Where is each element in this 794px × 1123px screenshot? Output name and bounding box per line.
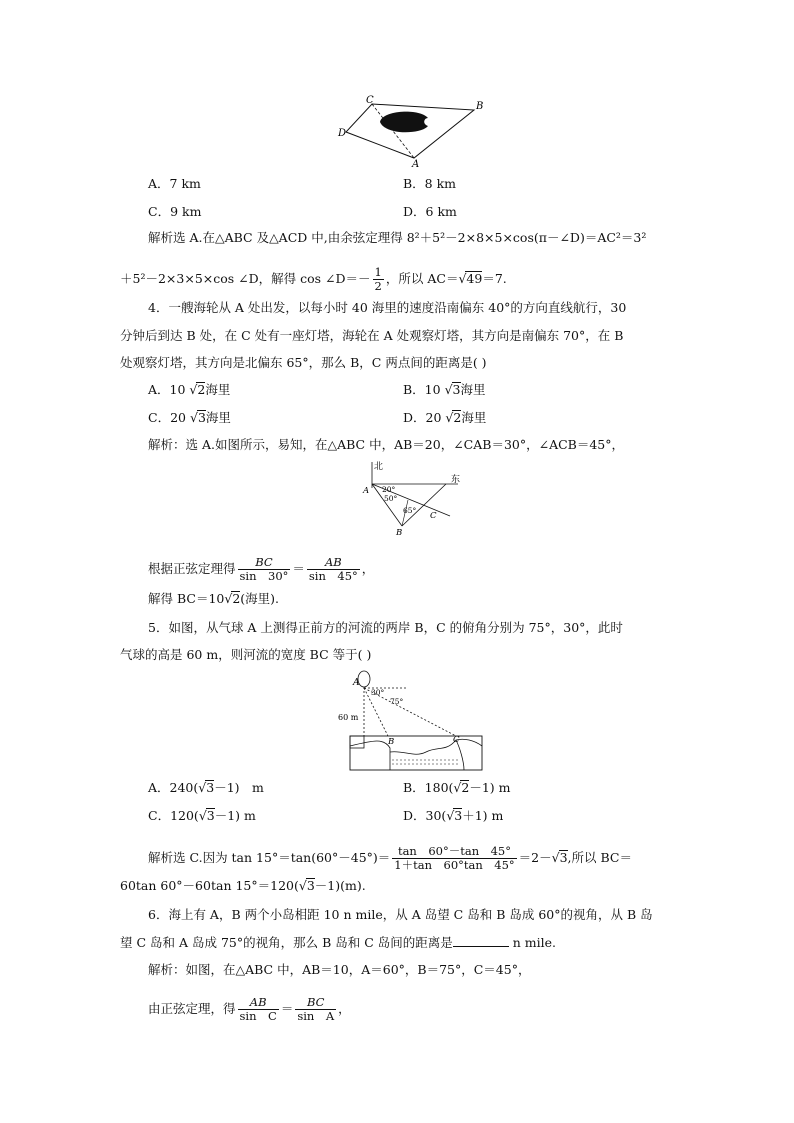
- q3-sol-frac-num: 1: [374, 265, 382, 279]
- q4-option-d: D．20 √2海里: [403, 410, 487, 425]
- q6-frac-bc: $\frac{BC}{\text{sin A}}$: [297, 995, 335, 1023]
- q4-sol2-pre: 根据正弦定理得: [148, 561, 236, 576]
- q5-stem-line1: 5．如图，从气球 A 上测得正前方的河流的两岸 B，C 的俯角分别为 75°，30°，此时: [148, 620, 623, 635]
- q3-option-b: B．8 km: [403, 176, 457, 191]
- q4-stem-line1: 4．一艘海轮从 A 处出发，以每小时 40 海里的速度沿南偏东 40°的方向直线航行，30: [148, 300, 627, 315]
- q3-sol-frac-den: 2: [374, 279, 382, 293]
- q5-option-c: C．120(√3－1) m: [148, 808, 256, 823]
- q5-solution-line1: 解析选 C.因为 tan 15°＝tan(60°－45°)＝ $\frac{\tan 60^\circ-\tan 45^\circ}{1+\tan 60^\circ\tan 45^\circ}$ ＝2－√3,所以 BC＝: [148, 844, 632, 872]
- q4-option-a: A．10 √2海里: [148, 382, 231, 397]
- q5-stem-line2: 气球的高是 60 m，则河流的宽度 BC 等于( ): [120, 647, 372, 662]
- fig-north: 北: [374, 462, 384, 472]
- q3-sol-l2c: ＝7.: [482, 271, 507, 286]
- fig-label-a: A: [363, 486, 370, 496]
- navigation-figure: [358, 460, 464, 536]
- fig1-label-a: A: [412, 159, 420, 168]
- q4-frac-bc: $\frac{BC}{\sin 30^\circ}$: [239, 555, 289, 583]
- fig-angle-50: 50°: [384, 494, 398, 503]
- q6-solution-line1: 解析：如图，在△ABC 中，AB＝10，A＝60°，B＝75°，C＝45°，: [148, 962, 531, 977]
- quadrilateral-lake-figure: [330, 92, 490, 168]
- q5-option-b: B．180(√2－1) m: [403, 780, 511, 795]
- q3-option-c: C．9 km: [148, 204, 202, 219]
- q3-option-a: A．7 km: [148, 176, 201, 191]
- q4-option-c: C．20 √3海里: [148, 410, 231, 425]
- fig5-angle-30: 30°: [371, 688, 385, 697]
- fig-angle-65: 65°: [403, 506, 417, 515]
- fig1-label-d: D: [338, 128, 347, 139]
- q6-stem-line1: 6．海上有 A，B 两个小岛相距 10 n mile，从 A 岛望 C 岛和 B 岛成 60°的视角，从 B 岛: [148, 907, 653, 922]
- fig1-label-b: B: [476, 101, 484, 112]
- fig5-label-a: A: [353, 678, 360, 688]
- fig5-height: 60 m: [338, 713, 359, 722]
- q4-stem-line2: 分钟后到达 B 处，在 C 处有一座灯塔，海轮在 A 处观察灯塔，其方向是南偏东 70°，在 B: [120, 328, 624, 343]
- q4-option-b: B．10 √3海里: [403, 382, 486, 397]
- q3-sol-l2a: ＋5²－2×3×5×cos ∠D，解得 cos ∠D＝－: [120, 271, 371, 286]
- q3-solution-line2: ＋5²－2×3×5×cos ∠D，解得 cos ∠D＝－ $\frac{1}{2}$ ，所以 AC＝√49＝7.: [120, 265, 507, 293]
- q6-frac-ab: $\frac{AB}{\text{sin C}}$: [239, 995, 277, 1023]
- q6-stem-line2: 望 C 岛和 A 岛成 75°的视角，那么 B 岛和 C 岛间的距离是 n mile.: [120, 935, 556, 950]
- q4-solution-line2: 根据正弦定理得 $\frac{BC}{\sin 30^\circ}$ ＝ $\frac{AB}{\sin 45^\circ}$ ，: [148, 555, 375, 583]
- q3-sol-frac: [373, 266, 384, 293]
- q3-solution-line1: 解析选 A.在△ABC 及△ACD 中,由余弦定理得 8²＋5²－2×8×5×cos(π－∠D)＝AC²＝3²: [148, 230, 647, 245]
- balloon-river-figure: [334, 668, 486, 774]
- q4-frac-ab: $\frac{AB}{\sin 45^\circ}$: [308, 555, 358, 583]
- q5-sol-frac: $\frac{\tan 60^\circ-\tan 45^\circ}{1+\tan 60^\circ\tan 45^\circ}$: [394, 844, 515, 872]
- q6-solution-line2: 由正弦定理，得 $\frac{AB}{\text{sin C}}$ ＝ $\frac{BC}{\text{sin A}}$ ，: [148, 995, 351, 1023]
- fig5-angle-75: 75°: [390, 697, 404, 706]
- q5-option-d: D．30(√3＋1) m: [403, 808, 504, 823]
- fig-label-c: C: [430, 511, 437, 521]
- q3-sol-sqrt: 49: [466, 271, 483, 286]
- q4-stem-line3: 处观察灯塔，其方向是北偏东 65°，那么 B，C 两点间的距离是( ): [120, 355, 487, 370]
- fig1-label-c: C: [366, 95, 374, 106]
- answer-blank[interactable]: [453, 934, 509, 947]
- fig-east: 东: [451, 475, 461, 485]
- q4-solution-line1: 解析：选 A.如图所示，易知，在△ABC 中，AB＝20，∠CAB＝30°，∠ACB＝45°，: [148, 437, 625, 452]
- q5-solution-line2: 60tan 60°－60tan 15°＝120(√3－1)(m).: [120, 878, 366, 893]
- fig-label-b: B: [396, 528, 403, 536]
- fig5-label-b: B: [388, 737, 395, 747]
- q5-option-a: A．240(√3－1) m: [148, 780, 264, 795]
- fig5-label-c: C: [453, 735, 460, 745]
- q3-option-d: D．6 km: [403, 204, 457, 219]
- q4-solution-line3: 解得 BC＝10√2(海里).: [148, 591, 280, 606]
- q3-sol-l2b: ，所以 AC＝: [385, 271, 459, 286]
- fig-angle-20: 20°: [382, 485, 396, 494]
